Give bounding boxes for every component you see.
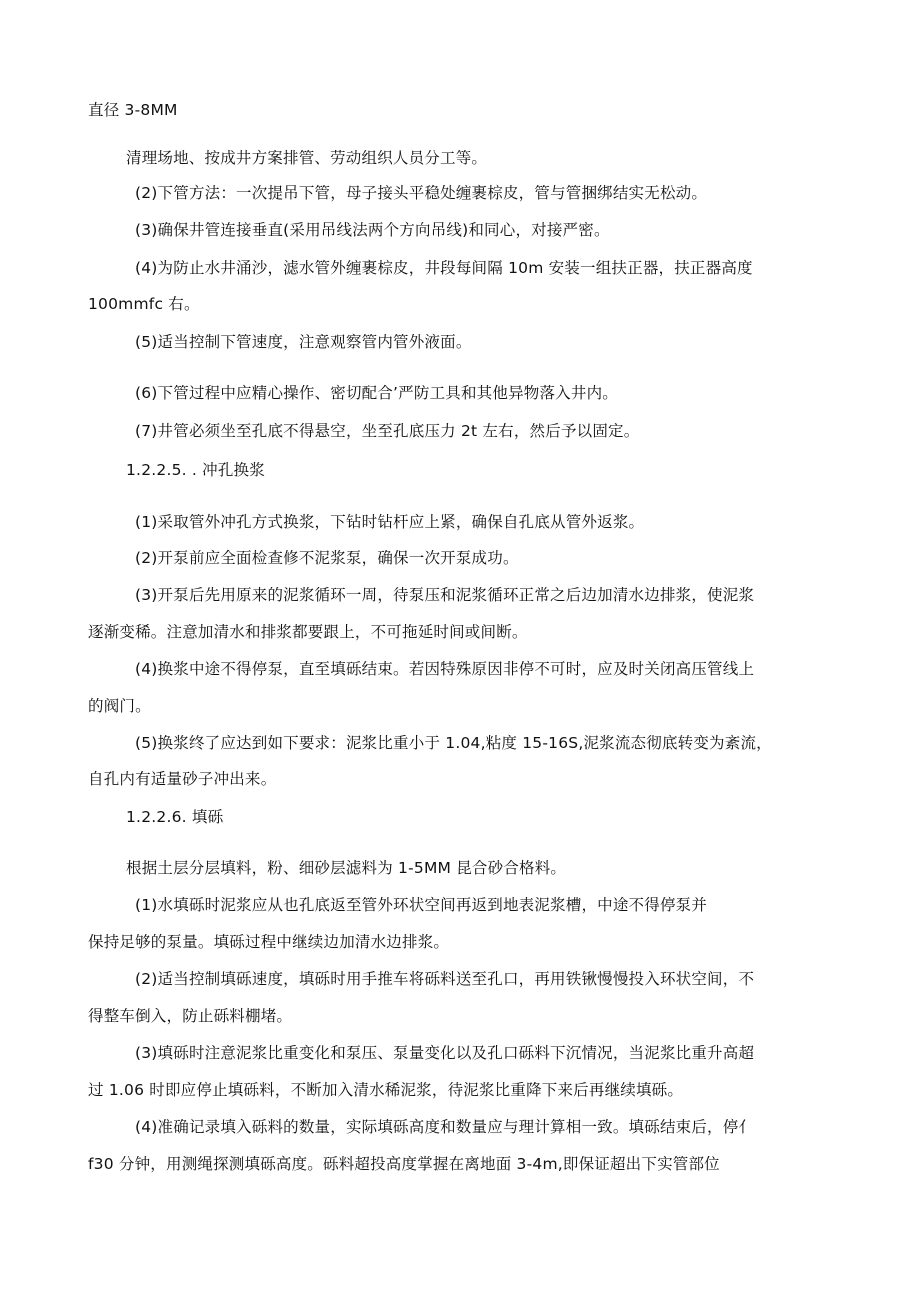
text-line-gravel-4: (4)准确记录填入砾料的数量，实际填砾高度和数量应与理计算相一致。填砾结束后，停亻: [135, 1118, 755, 1136]
text-line-flush-1: (1)采取管外冲孔方式换浆，下钻时钻杆应上紧，确保自孔底从管外返浆。: [135, 513, 645, 531]
text-line-flush-5: (5)换浆终了应达到如下要求：泥浆比重小于 1.04,粘度 15-16S,泥浆流态彻底转变为紊流，: [135, 734, 772, 752]
text-line-step-4: (4)为防止水井涌沙，滤水管外缠裹棕皮，井段每间隔 10m 安装一组扶正器，扶正器高度: [135, 259, 753, 277]
text-line-flush-4-cont: 的阀门。: [88, 697, 151, 715]
text-line-flush-5-cont: 自孔内有适量砂子冲出来。: [88, 770, 277, 788]
text-line-step-5: (5)适当控制下管速度，注意观察管内管外液面。: [135, 333, 472, 351]
text-line-gravel-3-cont: 过 1.06 时即应停止填砾料，不断加入清水稀泥浆，待泥浆比重降下来后再继续填砾。: [88, 1081, 684, 1099]
text-line-flush-3: (3)开泵后先用原来的泥浆循环一周，待泵压和泥浆循环正常之后边加清水边排浆，使泥浆: [135, 586, 755, 604]
text-line-step-4-cont: 100mmfc 右。: [88, 295, 200, 313]
section-heading-gravel-fill: 1.2.2.6. 填砾: [126, 808, 224, 826]
text-line-step-3: (3)确保井管连接垂直(采用吊线法两个方向吊线)和同心，对接严密。: [135, 221, 610, 239]
text-line-step-2: (2)下管方法：一次提吊下管，母子接头平稳处缠裹棕皮，管与管捆绑结实无松动。: [135, 184, 708, 202]
text-line-step-7: (7)井管必须坐至孔底不得悬空，坐至孔底压力 2t 左右，然后予以固定。: [135, 422, 640, 440]
text-line-gravel-3: (3)填砾时注意泥浆比重变化和泵压、泵量变化以及孔口砾料下沉情况，当泥浆比重升高超: [135, 1044, 755, 1062]
text-line-flush-2: (2)开泵前应全面检查修不泥浆泵，确保一次开泵成功。: [135, 549, 519, 567]
text-line-flush-3-cont: 逐渐变稀。注意加清水和排浆都要跟上，不可拖延时间或间断。: [88, 623, 528, 641]
text-line-site-cleanup: 清理场地、按成井方案排管、劳动组织人员分工等。: [126, 149, 488, 167]
text-line-gravel-1: (1)水填砾时泥浆应从也孔底返至管外环状空间再返到地表泥浆槽，中途不得停泵并: [135, 896, 708, 914]
text-line-gravel-intro: 根据土层分层填料，粉、细砂层滤料为 1-5MM 昆合砂合格料。: [126, 859, 567, 877]
text-line-diameter: 直径 3-8MM: [88, 101, 178, 119]
text-line-gravel-4-cont: f30 分钟，用测绳探测填砾高度。砾料超投高度掌握在离地面 3-4m,即保证超出下实管部位: [88, 1155, 720, 1173]
section-heading-flushing: 1.2.2.5. . 冲孔换浆: [126, 461, 265, 479]
text-line-step-6: (6)下管过程中应精心操作、密切配合’严防工具和其他异物落入井内。: [135, 384, 618, 402]
text-line-flush-4: (4)换浆中途不得停泵，直至填砾结束。若因特殊原因非停不可时，应及时关闭高压管线上: [135, 660, 755, 678]
text-line-gravel-2: (2)适当控制填砾速度，填砾时用手推车将砾料送至孔口，再用铁锹慢慢投入环状空间，不: [135, 970, 755, 988]
text-line-gravel-2-cont: 得整车倒入，防止砾料棚堵。: [88, 1007, 293, 1025]
text-line-gravel-1-cont: 保持足够的泵量。填砾过程中继续边加清水边排浆。: [88, 933, 450, 951]
